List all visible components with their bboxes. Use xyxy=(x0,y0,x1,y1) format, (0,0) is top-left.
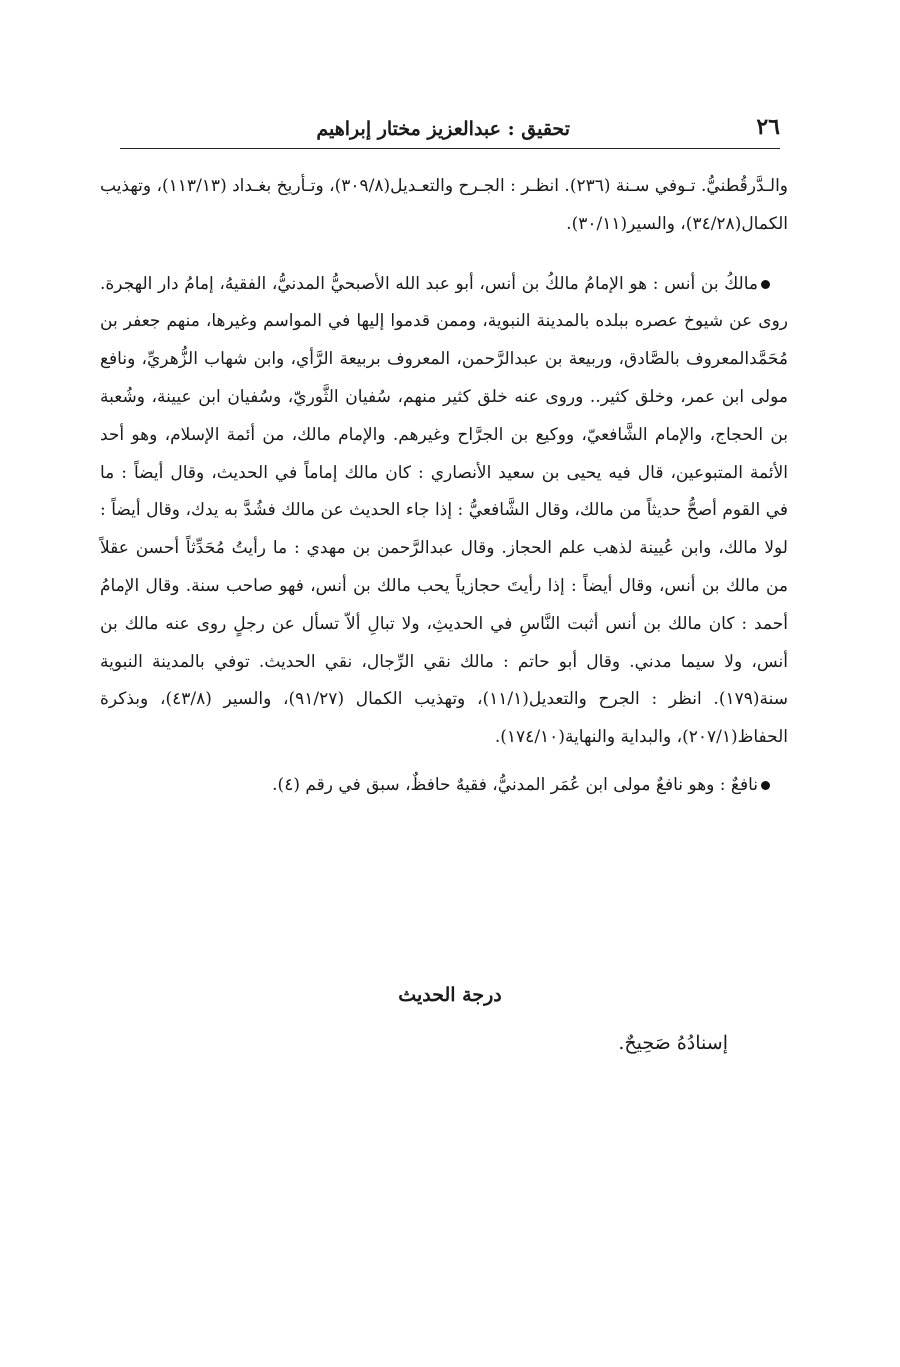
header-title: تحقيق : عبدالعزيز مختار إبراهيم xyxy=(316,118,570,140)
bullet-icon xyxy=(761,280,770,289)
page-number: ٢٦ xyxy=(756,114,780,140)
hadith-grade: إسنادُهُ صَحِيحٌ. xyxy=(618,1032,728,1054)
bullet-icon xyxy=(761,781,770,790)
body-text xyxy=(100,168,788,815)
narrator-entry-nafi xyxy=(100,767,788,805)
narrator-entry-malik xyxy=(100,266,788,757)
section-heading: درجة الحديث xyxy=(398,984,502,1006)
running-header xyxy=(120,112,780,149)
narrator-entry-nafi-text: نافعٌ : وهو نافعٌ مولى ابن عُمَر المدنيُّ، فقيهٌ حافظٌ، سبق في رقم (٤). xyxy=(272,774,758,795)
narrator-entry-malik-text: مالكُ بن أنس : هو الإمامُ مالكُ بن أنس، أبو عبد الله الأصبحيُّ المدنيُّ، الفقيهُ، إمامُ دار الهجرة. روى عن شيوخ عصره ببلده بالمدينة النبوية، وممن قدموا إليها في المواسم وغيرها، منهم جعفر بن مُحَمَّدالمعروف بالصَّادق، وربيعة بن عبدالرَّحمن، المعروف بربيعة الرَّأي، وابن شهاب الزُّهريِّ، ونافع مولى ابن عمر، وخلق كثير.. وروى عنه خلق كثير منهم، سُفيان الثَّوريّ، وسُفيان ابن عيينة، وشُعبة بن الحجاج، والإمام الشَّافعيّ، ووكيع بن الجرَّاح وغيرهم. والإمام مالك، من أئمة الإسلام، وهو أحد الأئمة المتبوعين، قال فيه يحيى بن سعيد الأنصاري : كان مالك إماماً في الحديث، وقال أيضاً : ما في القوم أصحُّ حديثاً من مالك، وقال الشَّافعيُّ : إذا جاء الحديث عن مالك فشُدَّ به يدك، وقال أيضاً : لولا مالك، وابن عُيينة لذهب علم الحجاز. وقال عبدالرَّحمن بن مهدي : ما رأيتُ مُحَدِّثاً أحسن عقلاً من مالك بن أنس، وقال أيضاً : إذا رأيتَ حجازياً يحب مالك بن أنس، فهو صاحب سنة. وقال الإمامُ أحمد : كان مالك بن أنس أثبت النَّاسِ في الحديثِ، ولا تبالِ ألاّ تسأل عن رجلٍ روى عنه مالك بن أنس، ولا سيما مدني. وقال أبو حاتم : مالك نقي الرِّجال، نقي الحديث. توفي بالمدينة النبوية سنة(١٧٩). انظر : الجرح والتعديل(١١/١)، وتهذيب الكمال (٩١/٢٧)، والسير (٤٣/٨)، وبذكرة الحفاظ(٢٠٧/١)، والبداية والنهاية(١٧٤/١٠). xyxy=(100,273,788,748)
footnote-continuation: والـدَّرقُطنيُّ. تـوفي سـنة (٢٣٦). انظـر : الجـرح والتعـديل(٣٠٩/٨)، وتـأريخ بغـداد (١١٣/١٣)، وتهذيب الكمال(٣٤/٢٨)، والسير(٣٠/١١). xyxy=(100,176,789,234)
